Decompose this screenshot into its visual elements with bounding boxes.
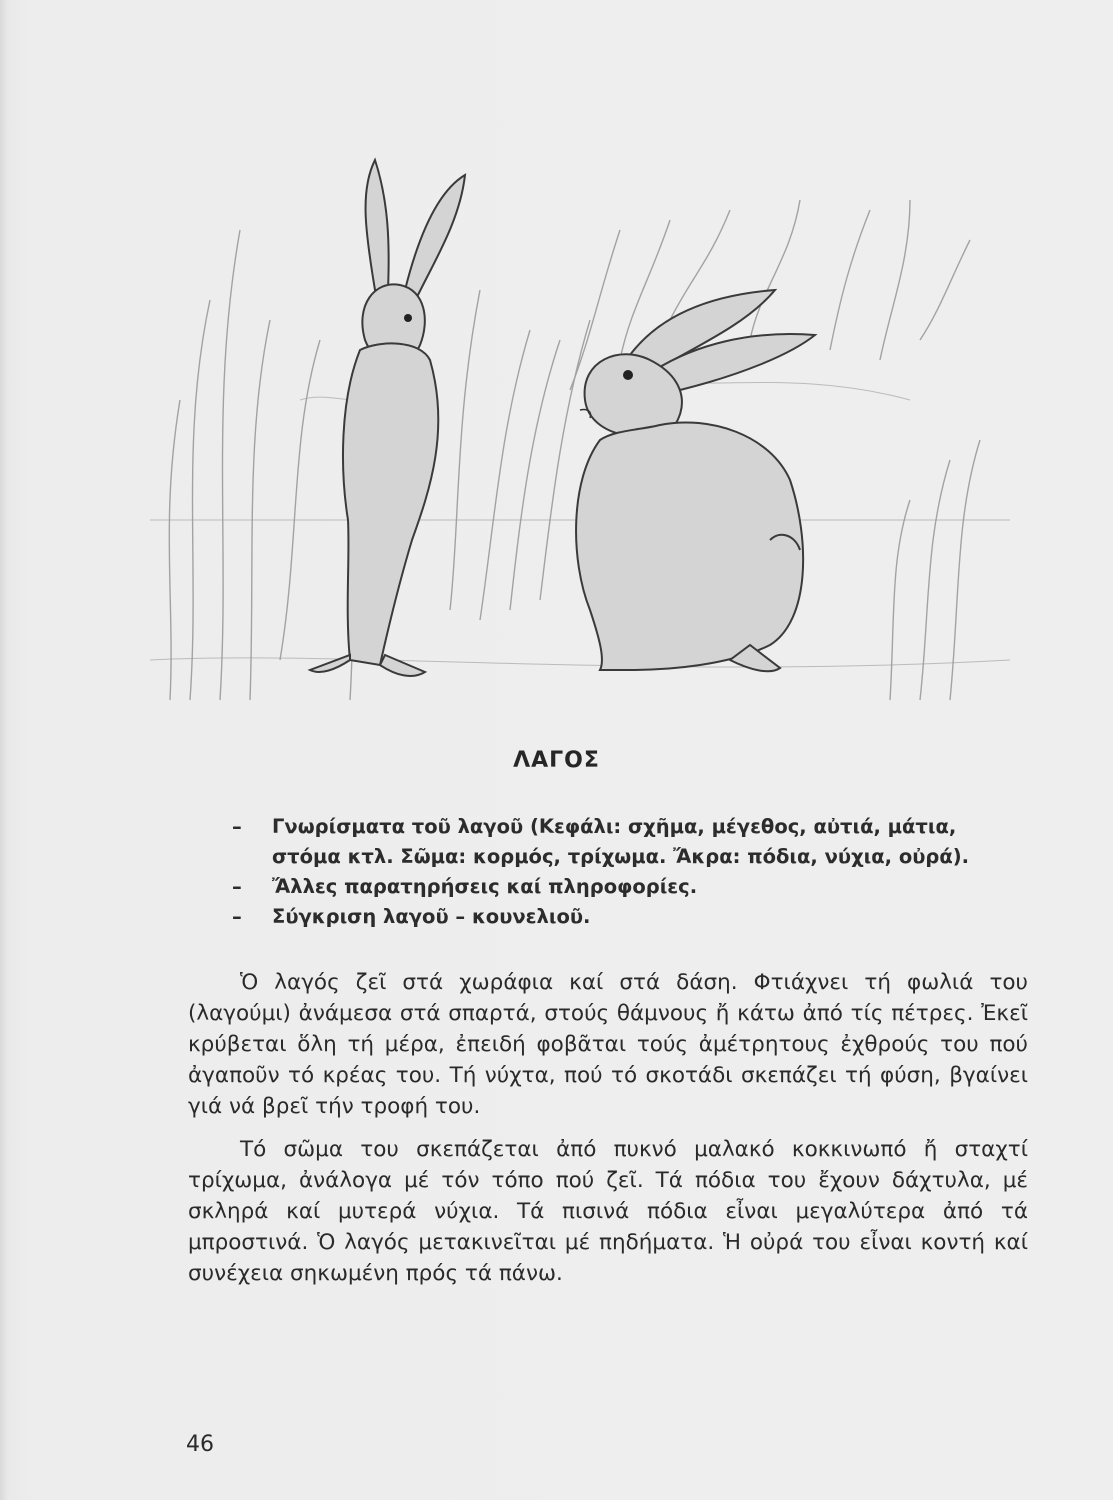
page-number: 46 (186, 1432, 214, 1457)
lesson-title: ΛΑΓΟΣ (513, 748, 600, 773)
topics-list (232, 812, 1052, 932)
topic-text: στόμα κτλ. Σῶμα: κορμός, τρίχωμα. Ἄκρα: πόδια, νύχια, οὐρά). (272, 845, 970, 868)
topic-item (232, 902, 1052, 932)
topic-dash: – (232, 815, 242, 838)
topic-text: Σύγκριση λαγοῦ – κουνελιοῦ. (272, 905, 591, 928)
topic-dash: – (232, 905, 242, 928)
paragraph: Τό σῶμα του σκεπάζεται ἀπό πυκνό μαλακό κοκκινωπό ἤ σταχτί τρίχωμα, ἀνάλογα μέ τόν τόπο πού ζεῖ. Τά πόδια του ἔχουν δάχτυλα, μέ σκληρά καί μυτερά νύχια. Τά πισινά πόδια εἶναι μεγαλύτερα ἀπό τά μπροστινά. Ὁ λαγός μετακινεῖται μέ πηδήματα. Ἡ οὐρά του εἶναι κοντή καί συνέχεια σηκωμένη πρός τά πάνω. (188, 1137, 1028, 1286)
topic-item-continuation (232, 842, 1052, 872)
topic-text: Γνωρίσματα τοῦ λαγοῦ (Κεφάλι: σχῆμα, μέγεθος, αὐτιά, μάτια, (272, 815, 957, 838)
topic-dash: – (232, 875, 242, 898)
topic-item (232, 872, 1052, 902)
topic-text: Ἄλλες παρατηρήσεις καί πληροφορίες. (272, 875, 698, 898)
body-text (188, 967, 1028, 1301)
hares-illustration (150, 140, 1010, 710)
paragraph: Ὁ λαγός ζεῖ στά χωράφια καί στά δάση. Φτιάχνει τή φωλιά του (λαγούμι) ἀνάμεσα στά σπαρτά, στούς θάμνους ἤ κάτω ἀπό τίς πέτρες. Ἐκεῖ κρύβεται ὅλη τή μέρα, ἐπειδή φοβᾶται τούς ἀμέτρητους ἐχθρούς του πού ἀγαποῦν τό κρέας του. Τή νύχτα, πού τό σκοτάδι σκεπάζει τή φύση, βγαίνει γιά νά βρεῖ τήν τροφή του. (188, 970, 1028, 1119)
topic-item (232, 812, 1052, 842)
hares-drawing (150, 140, 1010, 710)
